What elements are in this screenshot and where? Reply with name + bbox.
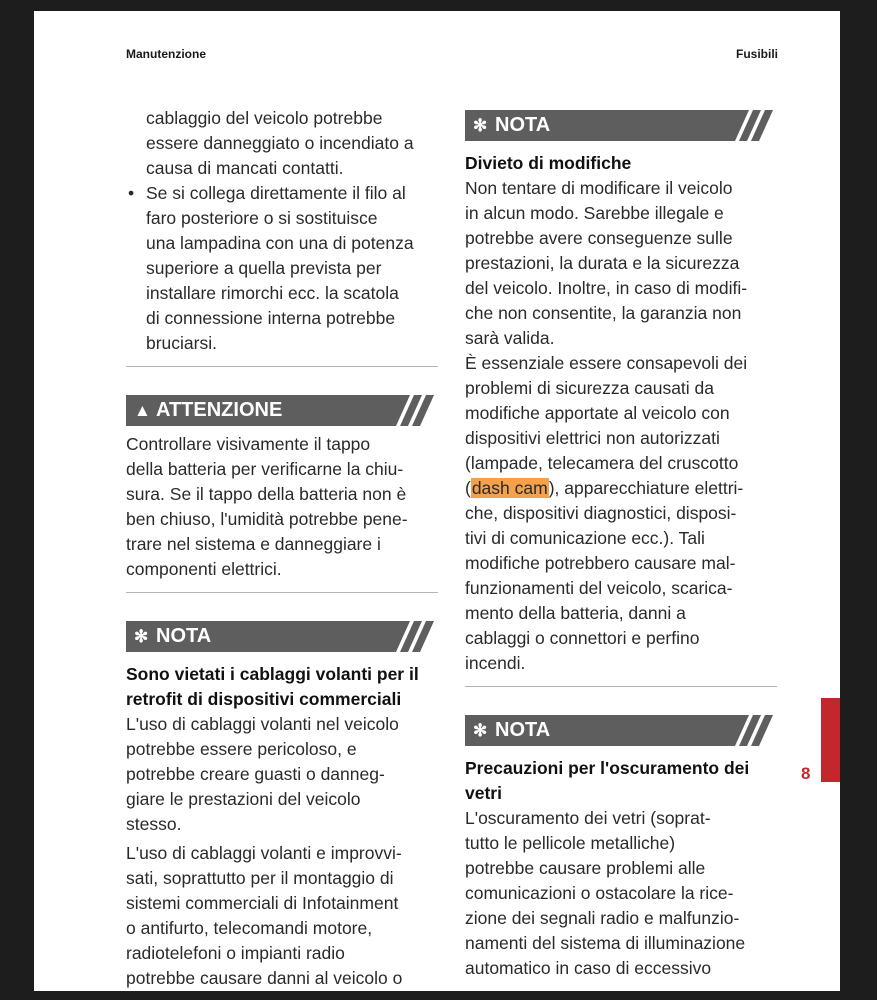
text-line: giare le prestazioni del veicolo bbox=[126, 789, 361, 809]
divider bbox=[465, 686, 777, 687]
text-line: cablaggi o connettori e perfino bbox=[465, 628, 700, 648]
text-line: potrebbe creare guasti o danneg- bbox=[126, 764, 385, 784]
text-line: Non tentare di modificare il veicolo bbox=[465, 178, 733, 198]
text-line: che, dispositivi diagnostici, disposi- bbox=[465, 503, 737, 523]
text-line: della batteria per verificarne la chiu- bbox=[126, 459, 404, 479]
text-line: Se si collega direttamente il filo al bbox=[146, 183, 406, 203]
text-line: sati, soprattutto per il montaggio di bbox=[126, 868, 394, 888]
search-highlight[interactable]: dash cam bbox=[471, 478, 548, 498]
left-column bbox=[126, 106, 438, 991]
text-fragment: ( bbox=[465, 478, 471, 498]
chapter-tab bbox=[821, 698, 840, 782]
text-line: installare rimorchi ecc. la scatola bbox=[146, 283, 399, 303]
manual-page bbox=[34, 11, 840, 991]
attenzione-text bbox=[126, 432, 438, 582]
text-line: L'uso di cablaggi volanti nel veicolo bbox=[126, 714, 399, 734]
text-line: prestazioni, la durata e la sicurezza bbox=[465, 253, 740, 273]
text-line: (lampade, telecamera del cruscotto bbox=[465, 453, 739, 473]
text-line: mento della batteria, danni a bbox=[465, 603, 686, 623]
text-line: trare nel sistema e danneggiare i bbox=[126, 534, 381, 554]
text-line: potrebbe causare danni al veicolo o bbox=[126, 968, 403, 988]
text-line: superiore a quella prevista per bbox=[146, 258, 382, 278]
text-line: zione dei segnali radio e malfunzio- bbox=[465, 908, 740, 928]
text-line: una lampadina con una di potenza bbox=[146, 233, 414, 253]
text-line: potrebbe causare problemi alle bbox=[465, 858, 706, 878]
text-line: automatico in caso di eccessivo bbox=[465, 958, 712, 978]
banner-label: NOTA bbox=[156, 625, 212, 647]
text-line: sistemi commerciali di Infotainment bbox=[126, 893, 399, 913]
text-line: componenti elettrici. bbox=[126, 559, 282, 579]
nota-paragraph bbox=[465, 806, 777, 981]
text-line: sarà valida. bbox=[465, 328, 555, 348]
text-line: potrebbe essere pericoloso, e bbox=[126, 739, 357, 759]
text-line: L'uso di cablaggi volanti e improvvi- bbox=[126, 843, 402, 863]
text-line: Precauzioni per l'oscuramento dei bbox=[465, 758, 750, 778]
text-line: problemi di sicurezza causati da bbox=[465, 378, 715, 398]
divider bbox=[126, 592, 438, 593]
nota-paragraph-2 bbox=[126, 841, 438, 991]
text-line: funzionamenti del veicolo, scarica- bbox=[465, 578, 733, 598]
text-line: in alcun modo. Sarebbe illegale e bbox=[465, 203, 724, 223]
nota-banner bbox=[465, 715, 777, 746]
text-line: faro posteriore o si sostituisce bbox=[146, 208, 378, 228]
text-line: namenti del sistema di illuminazione bbox=[465, 933, 746, 953]
text-line: causa di mancati contatti. bbox=[146, 158, 344, 178]
text-line: L'oscuramento dei vetri (soprat- bbox=[465, 808, 711, 828]
text-line: tivi di comunicazione ecc.). Tali bbox=[465, 528, 705, 548]
right-column bbox=[465, 110, 777, 981]
slash-stripes-icon bbox=[727, 110, 777, 141]
nota-banner bbox=[465, 110, 777, 141]
text-line: stesso. bbox=[126, 814, 182, 834]
nota-banner bbox=[126, 621, 438, 652]
text-line: vetri bbox=[465, 783, 502, 803]
text-line: Divieto di modifiche bbox=[465, 153, 632, 173]
text-line: ben chiuso, l'umidità potrebbe pene- bbox=[126, 509, 408, 529]
bullet-item bbox=[126, 181, 438, 356]
text-line: Sono vietati i cablaggi volanti per il bbox=[126, 664, 419, 684]
text-line: cablaggio del veicolo potrebbe bbox=[146, 108, 383, 128]
header-topic-title: Fusibili bbox=[736, 47, 778, 61]
banner-label: NOTA bbox=[495, 719, 551, 741]
slash-stripes-icon bbox=[388, 395, 438, 426]
text-line: di connessione interna potrebbe bbox=[146, 308, 396, 328]
text-line: dispositivi elettrici non autorizzati bbox=[465, 428, 720, 448]
text-line: sura. Se il tappo della batteria non è bbox=[126, 484, 407, 504]
nota-paragraph-1 bbox=[126, 712, 438, 837]
text-line: comunicazioni o ostacolare la rice- bbox=[465, 883, 734, 903]
bullet-icon: • bbox=[128, 183, 135, 203]
nota-paragraph-1 bbox=[465, 176, 777, 351]
chapter-number: 8 bbox=[801, 764, 811, 783]
text-line: del veicolo. Inoltre, in caso di modifi- bbox=[465, 278, 748, 298]
text-line: tutto le pellicole metalliche) bbox=[465, 833, 676, 853]
nota-title bbox=[465, 756, 777, 806]
text-line: radiotelefoni o impianti radio bbox=[126, 943, 345, 963]
text-line: incendi. bbox=[465, 653, 526, 673]
asterisk-icon: ✻ bbox=[473, 116, 488, 135]
text-line: È essenziale essere consapevoli dei bbox=[465, 353, 748, 373]
highlighted-line bbox=[465, 476, 777, 501]
text-line: modifiche potrebbero causare mal- bbox=[465, 553, 736, 573]
slash-stripes-icon bbox=[388, 621, 438, 652]
text-line: Controllare visivamente il tappo bbox=[126, 434, 371, 454]
nota-paragraph-2 bbox=[465, 351, 777, 676]
attenzione-banner bbox=[126, 395, 438, 426]
asterisk-icon: ✻ bbox=[134, 627, 149, 646]
text-line: retrofit di dispositivi commerciali bbox=[126, 689, 402, 709]
text-line: modifiche apportate al veicolo con bbox=[465, 403, 730, 423]
text-fragment: ), apparecchiature elettri- bbox=[548, 478, 744, 498]
slash-stripes-icon bbox=[727, 715, 777, 746]
warning-triangle-icon: ▲ bbox=[134, 401, 151, 420]
text-line: essere danneggiato o incendiato a bbox=[146, 133, 414, 153]
text-line: o antifurto, telecomandi motore, bbox=[126, 918, 373, 938]
banner-label: ATTENZIONE bbox=[156, 399, 283, 421]
intro-text bbox=[126, 106, 438, 181]
divider bbox=[126, 366, 438, 367]
banner-label: NOTA bbox=[495, 114, 551, 136]
text-line: potrebbe avere conseguenze sulle bbox=[465, 228, 733, 248]
text-line: bruciarsi. bbox=[146, 333, 217, 353]
nota-title bbox=[126, 662, 438, 712]
header-section-title: Manutenzione bbox=[126, 47, 206, 61]
text-line: che non consentite, la garanzia non bbox=[465, 303, 742, 323]
nota-title bbox=[465, 151, 777, 176]
asterisk-icon: ✻ bbox=[473, 721, 488, 740]
